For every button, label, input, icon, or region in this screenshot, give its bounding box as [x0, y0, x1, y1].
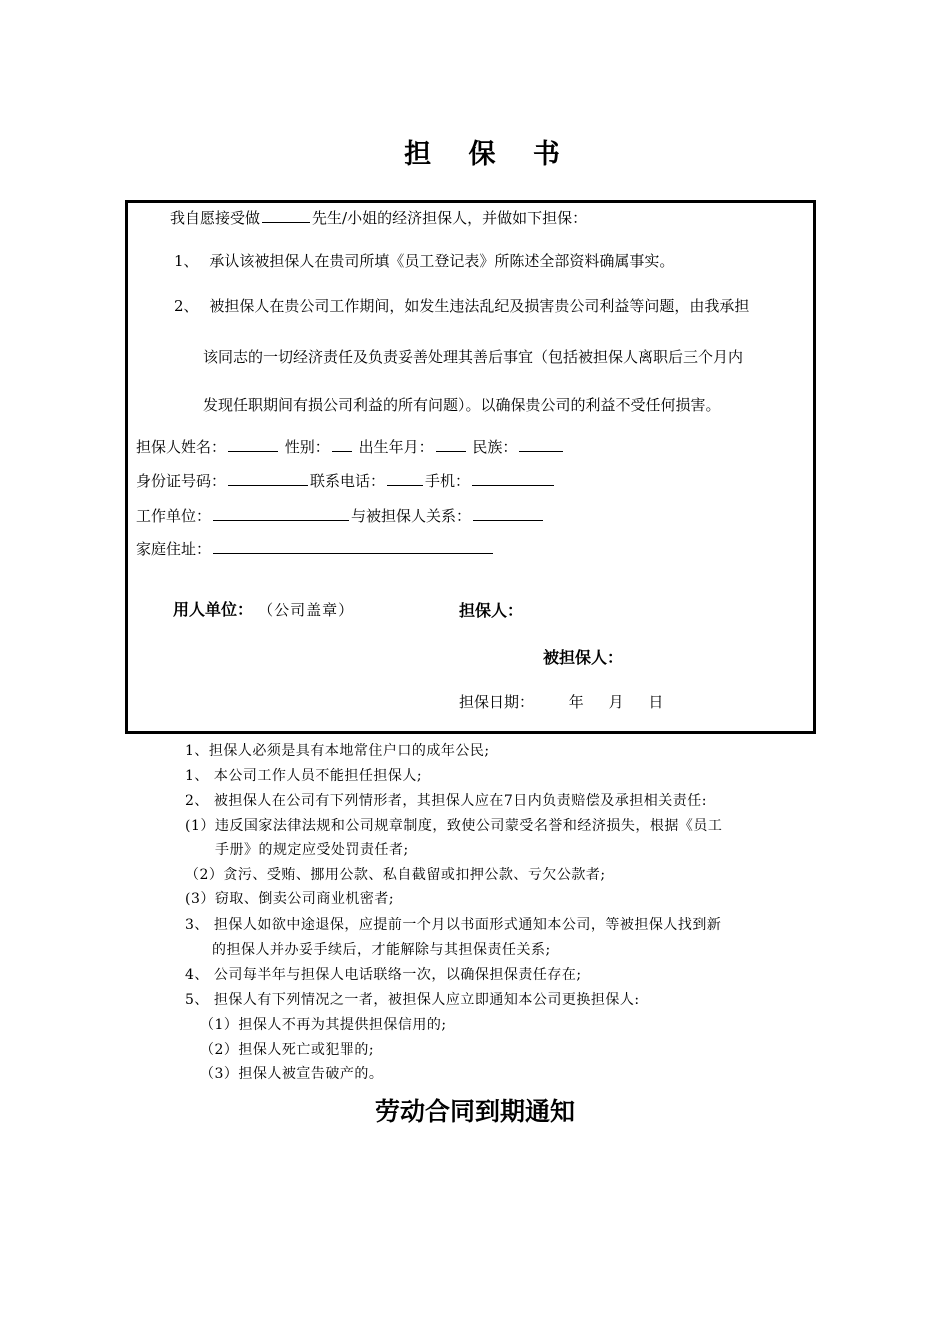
section-title: 劳动合同到期通知: [374, 1097, 575, 1126]
name-label: 担保人姓名：: [136, 438, 227, 456]
birth-label: 出生年月：: [358, 438, 434, 456]
work-blank[interactable]: [213, 505, 349, 521]
phone-label: 联系电话：: [310, 472, 386, 490]
note-line: （3）担保人被宣告破产的。: [200, 1066, 384, 1082]
intro-before: 我自愿接受做: [170, 209, 261, 227]
fields-row-4: [136, 538, 495, 559]
note-line: 手册》的规定应受处罚责任者;: [215, 842, 409, 858]
employer-label: 用人单位：: [173, 600, 254, 619]
note-line: (3）窃取、倒卖公司商业机密者;: [185, 891, 395, 907]
clause-1: [174, 250, 674, 271]
phone-blank[interactable]: [387, 470, 423, 486]
mobile-blank[interactable]: [472, 470, 554, 486]
clause-text: 被担保人在贵公司工作期间，如发生违法乱纪及损害贵公司利益等问题，由我承担: [209, 297, 750, 315]
date-year: 年: [568, 693, 584, 711]
note-line: 5、 担保人有下列情况之一者，被担保人应立即通知本公司更换担保人:: [185, 992, 640, 1008]
employer-line: [173, 597, 354, 620]
work-label: 工作单位：: [136, 507, 212, 525]
guaranteed-name-blank[interactable]: [262, 207, 310, 223]
fields-row-3: [136, 505, 545, 526]
note-line: 2、 被担保人在公司有下列情形者，其担保人应在7日内负责赔偿及承担相关责任:: [185, 793, 707, 809]
note-line: (1）违反国家法律法规和公司规章制度，致使公司蒙受名誉和经济损失，根据《员工: [185, 818, 723, 834]
note-line: 1、担保人必须是具有本地常住户口的成年公民;: [185, 743, 490, 759]
note-line: 3、 担保人如欲中途退保，应提前一个月以书面形式通知本公司，等被担保人找到新: [185, 917, 722, 933]
clause-2-cont-1: 该同志的一切经济责任及负责妥善处理其善后事宜（包括被担保人离职后三个月内: [203, 348, 744, 366]
gender-blank[interactable]: [332, 436, 352, 452]
clause-2-cont-2: 发现任职期间有损公司利益的所有问题）。以确保贵公司的利益不受任何损害。: [203, 396, 721, 414]
note-line: （1）担保人不再为其提供担保信用的;: [200, 1017, 447, 1033]
date-day: 日: [648, 693, 664, 711]
name-blank[interactable]: [228, 436, 278, 452]
relation-blank[interactable]: [473, 505, 543, 521]
address-label: 家庭住址：: [136, 540, 212, 558]
note-line: 1、 本公司工作人员不能担任担保人;: [185, 768, 423, 784]
birth-blank[interactable]: [436, 436, 466, 452]
fields-row-2: [136, 470, 556, 491]
guarantor-label: 担保人：: [459, 601, 524, 620]
intro-after: 先生/小姐的经济担保人，并做如下担保：: [312, 209, 588, 227]
company-stamp: （公司盖章）: [258, 601, 355, 619]
note-line: （2）贪污、受贿、挪用公款、私自截留或扣押公款、亏欠公款者;: [185, 867, 606, 883]
date-label: 担保日期：: [459, 693, 535, 711]
guaranteed-label: 被担保人：: [543, 648, 624, 667]
date-line: [459, 691, 663, 712]
fields-row-1: [136, 436, 565, 457]
ethnic-label: 民族：: [472, 438, 518, 456]
mobile-label: 手机：: [425, 472, 471, 490]
gender-label: 性别：: [284, 438, 330, 456]
note-line: （2）担保人死亡或犯罪的;: [200, 1042, 375, 1058]
clause-text: 承认该被担保人在贵司所填《员工登记表》所陈述全部资料确属事实。: [209, 252, 675, 270]
note-line: 的担保人并办妥手续后，才能解除与其担保责任关系;: [212, 942, 551, 958]
ethnic-blank[interactable]: [519, 436, 563, 452]
guarantee-form-box: [125, 200, 816, 734]
address-blank[interactable]: [213, 538, 493, 554]
id-blank[interactable]: [228, 470, 308, 486]
clause-number: 2、: [174, 297, 199, 315]
relation-label: 与被担保人关系：: [351, 507, 472, 525]
intro-line: [170, 207, 587, 228]
document-title: 担 保 书: [404, 139, 574, 170]
clause-2: [174, 295, 749, 316]
date-month: 月: [608, 693, 624, 711]
clause-number: 1、: [174, 252, 199, 270]
note-line: 4、 公司每半年与担保人电话联络一次，以确保担保责任存在;: [185, 967, 582, 983]
id-label: 身份证号码：: [136, 472, 227, 490]
